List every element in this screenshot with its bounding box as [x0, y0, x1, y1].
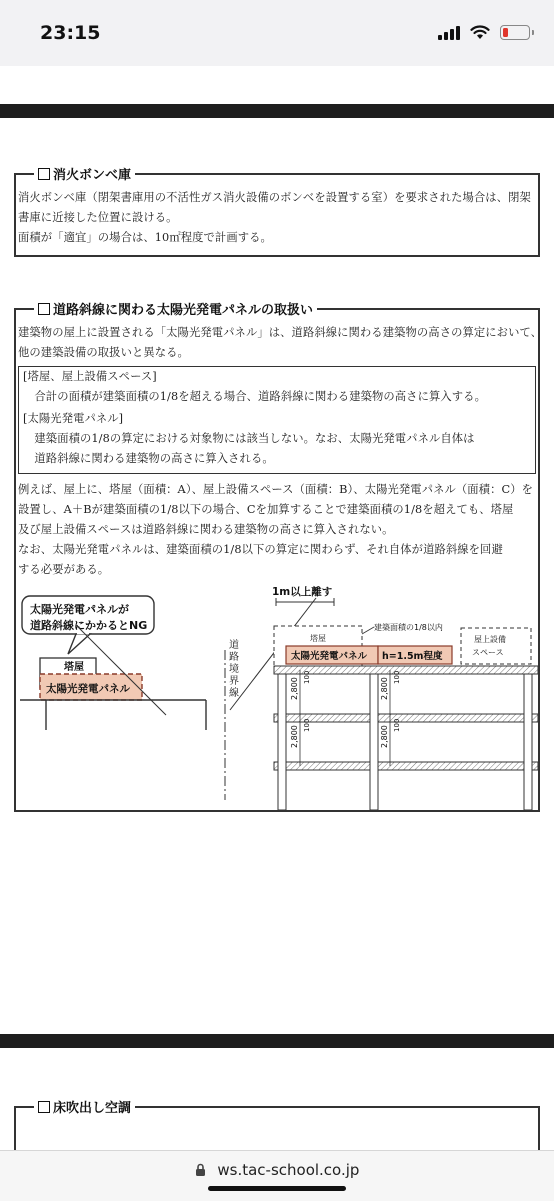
- rules-box: [18, 366, 536, 474]
- paragraph-line: 及び屋上設備スペースは道路斜線に関わる建築物の高さに算入されない。: [18, 523, 394, 536]
- paragraph-line: 面積が「適宜」の場合は、10㎡程度で計画する。: [18, 231, 272, 244]
- road-boundary: [225, 638, 239, 800]
- height-label: h=1.5m程度: [382, 651, 443, 662]
- roof-slab: [274, 666, 538, 674]
- paragraph-line: 設置し、A＋Bが建築面積の1/8以下の場合、Cを加算することで建築面積の1/8を超えても、塔屋: [18, 503, 514, 516]
- right-panel-label: 太陽光発電パネル: [291, 651, 368, 662]
- bubble-text: 太陽光発電パネルが: [30, 603, 129, 616]
- paragraph-line: 建築物の屋上に設置される「太陽光発電パネル」は、道路斜線に関わる建築物の高さの算定において、: [18, 326, 543, 339]
- checkbox-icon: [38, 303, 50, 315]
- bubble-tail: [68, 634, 90, 654]
- status-time: 23:15: [40, 22, 101, 44]
- slab-label: 100: [393, 670, 401, 684]
- bubble-text: 道路斜線にかかるとNG: [30, 619, 148, 632]
- equip-label: 屋上設備: [474, 635, 506, 644]
- floor-height-label: 2,800: [380, 725, 389, 748]
- slab-label: 100: [303, 718, 311, 732]
- page-top-border: [0, 104, 554, 118]
- floor-height-label: 2,800: [290, 677, 299, 700]
- paragraph-line: なお、太陽光発電パネルは、建築面積の1/8以下の算定に関わらず、それ自体が道路斜線を回避: [18, 543, 503, 556]
- right-tower-label: 塔屋: [310, 634, 326, 643]
- floor-slab: [274, 714, 538, 722]
- ok-example-section: [230, 585, 538, 810]
- section-title-text: 消火ボンベ庫: [53, 168, 132, 183]
- rule-line: 建築面積の1/8の算定における対象物には該当しない。なお、太陽光発電パネル自体は: [23, 432, 475, 445]
- rule-heading-tower: [塔屋、屋上設備スペース]: [23, 370, 157, 383]
- browser-url-bar[interactable]: [0, 1150, 554, 1201]
- home-indicator[interactable]: [208, 1186, 346, 1191]
- top-note: 1m以上離す: [272, 586, 333, 598]
- lock-icon: [195, 1163, 206, 1177]
- area-note: 建築面積の1/8以内: [374, 623, 443, 632]
- checkbox-icon: [38, 1101, 50, 1113]
- rule-line: 合計の面積が建築面積の1/8を超える場合、道路斜線に関わる建築物の高さに算入する。: [23, 390, 486, 403]
- floor-height-label: 2,800: [380, 677, 389, 700]
- section-title: [34, 164, 135, 183]
- rule-line: 道路斜線に関わる建築物の高さに算入される。: [23, 452, 274, 465]
- left-tower-label: 塔屋: [64, 662, 84, 673]
- section-title: [34, 1097, 135, 1116]
- cellular-signal-icon: [438, 24, 460, 40]
- battery-low-icon: [500, 25, 530, 40]
- column: [524, 674, 532, 810]
- document-page[interactable]: [0, 66, 554, 1176]
- paragraph-line: 例えば、屋上に、塔屋（面積：A）、屋上設備スペース（面積：B）、太陽光発電パネル（面積：C）を: [18, 483, 534, 496]
- boundary-label: 道路境界線: [229, 640, 239, 699]
- solar-panel-diagram: [16, 580, 538, 810]
- status-icons: [438, 24, 530, 40]
- column: [278, 674, 286, 810]
- rule-heading-solar: [太陽光発電パネル]: [23, 412, 124, 425]
- ng-example: [20, 596, 206, 730]
- page-separator: [0, 1034, 554, 1048]
- checkbox-icon: [38, 168, 50, 180]
- paragraph-line: 他の建築設備の取扱いと異なる。: [18, 346, 189, 359]
- floor-height-label: 2,800: [290, 725, 299, 748]
- slab-label: 100: [393, 718, 401, 732]
- equip-label: スペース: [472, 648, 504, 657]
- paragraph-line: 書庫に近接した位置に設ける。: [18, 211, 178, 224]
- section-title-text: 道路斜線に関わる太陽光発電パネルの取扱い: [53, 303, 314, 318]
- left-panel-label: 太陽光発電パネル: [46, 683, 130, 695]
- section-title-text: 床吹出し空調: [53, 1101, 132, 1116]
- wifi-icon: [470, 25, 490, 40]
- paragraph-line: する必要がある。: [18, 563, 110, 576]
- status-bar: [0, 0, 554, 67]
- section-fire-cylinder-room: [14, 168, 540, 257]
- floor-slab: [274, 762, 538, 770]
- paragraph-line: 消火ボンベ庫（閉架書庫用の不活性ガス消火設備のボンベを設置する室）を要求された場合は、閉架: [18, 191, 531, 204]
- url-text[interactable]: ws.tac-school.co.jp: [217, 1161, 360, 1179]
- column: [370, 674, 378, 810]
- equipment-space-box: [461, 628, 531, 664]
- slab-label: 100: [303, 670, 311, 684]
- section-solar-panel-road-slant: [14, 303, 543, 812]
- section-title: [34, 299, 317, 318]
